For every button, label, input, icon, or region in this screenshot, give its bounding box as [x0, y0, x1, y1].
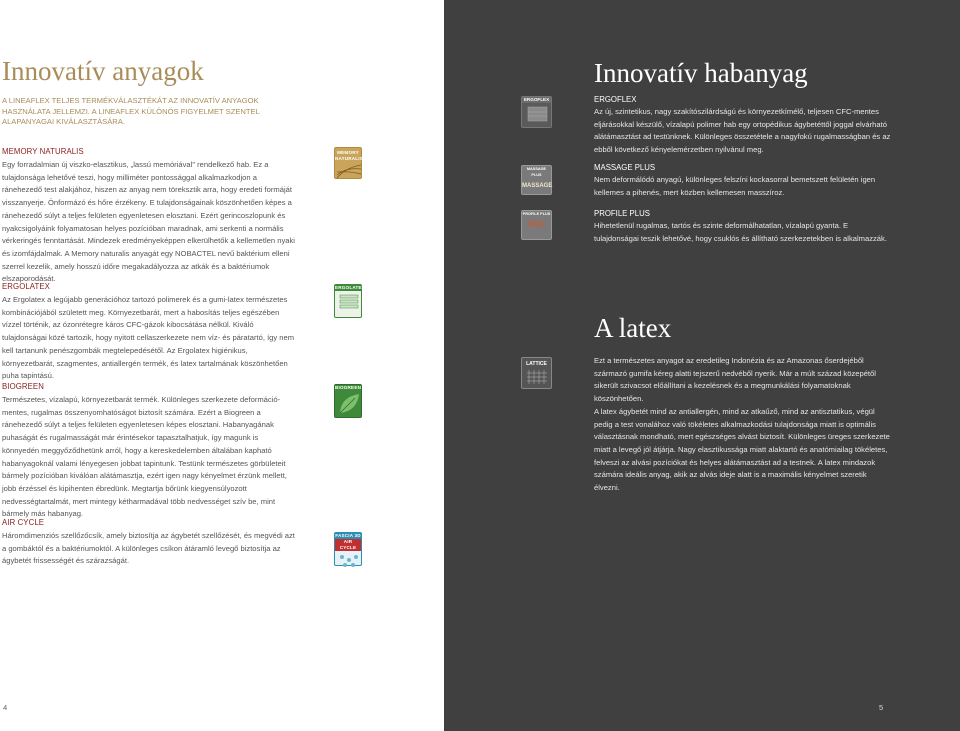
section-air-cycle — [2, 518, 296, 568]
section-heading: PROFILE PLUS — [594, 209, 650, 218]
section-text: Az új, szintetikus, nagy szakítószilárdságú és környezetkímélő, teljesen CFC-mentes eljárásokkal készülő, vízalapú polimer hab egy ortopédikus ágybetéttől joggal elvárható alátámasztást ad testünknek. Különleges összetétele a nagyfokú rugalmasságban és az ebből következő kényelemérzetben nyilvánul meg. — [594, 107, 891, 155]
badge-label: ERGOLATEX — [335, 285, 366, 290]
memory-naturalis-badge — [334, 147, 362, 179]
profile-plus-badge — [521, 210, 552, 240]
section-biogreen — [2, 382, 296, 521]
lattice-grid-icon — [522, 367, 553, 387]
right-page-title: Innovatív habanyag — [594, 58, 808, 88]
badge-label: FASCIA 3D — [335, 533, 361, 538]
badge-label: LATTICE — [526, 361, 547, 367]
section-profile-plus — [594, 209, 894, 245]
section-ergoflex — [594, 95, 894, 157]
section-text: Hihetetlenül rugalmas, tartós és szinte deformálhatatlan, vízalapú gyanta. E tulajdonságai teszik lehetővé, hogy csuklós és állítható szerkezetekben is alkalmazzák. — [594, 221, 887, 243]
latex-paragraph: Ezt a természetes anyagot az eredetileg Indonézia és az Amazonas őserdejéből származó gumifa kéreg alatti tejszerű nedvéből nyerik. Már a múlt század közepétől sikerült szivacsot előállítani a kezelésnek és a megmunkálási folyamatoknak köszönhetően. — [594, 356, 876, 404]
section-memory-naturalis — [2, 147, 296, 286]
section-heading: BIOGREEN — [2, 382, 44, 391]
section-heading: ERGOLATEX — [2, 282, 50, 291]
section-text: Természetes, vízalapú, környezetbarát termék. Különleges szerkezete deformáció-mentes, rugalmas összenyomhatóságot biztosít számára. Ezért a Biogreen a ránehezedő súlyt a teljes felületen egyenletesen képes elosztani. Habanyagának puhaságát és rugalmasságát már érintésekor tapasztalhatjuk, így magunk is könnyedén meggyőződhetünk arról, hogy a kereskedelemben általában kapható habanyagoknál valami lényegesen jobbat tapintunk. Testünk természetes görbületeit bármely pozícióban kiválóan alátámasztja, ezért igen nagy kényelmet érzünk mellett, jobb érzéssel és kipihenten ébredünk. Megtartja bőrünk kiegyensúlyozott nedvességtartalmát, mert mintegy kétharmadával több nedvességet szív be, mint bármely más habanyag. — [2, 395, 287, 519]
section-heading: AIR CYCLE — [2, 518, 45, 527]
massage-plus-badge — [521, 165, 552, 195]
left-page — [0, 0, 444, 731]
biogreen-badge — [334, 384, 362, 418]
lattice-badge — [521, 357, 552, 389]
fascia-air-cycle-badge — [334, 532, 362, 566]
badge-label: ERGOFLEX — [523, 97, 550, 102]
section-latex — [594, 355, 894, 495]
badge-label: PROFILE PLUS — [522, 212, 551, 216]
air-bubbles-icon — [335, 551, 363, 571]
ergolatex-badge — [334, 284, 366, 318]
section-heading: ERGOFLEX — [594, 95, 637, 104]
page-number: 4 — [3, 703, 8, 712]
left-page-intro: A LINEAFLEX TELJES TERMÉKVÁLASZTÉKÁT AZ INNOVATÍV ANYAGOK HASZNÁLATA JELLEMZI. A LINEAFLEX KÜLÖNÖS FIGYELMET SZENTEL ALAPANYAGAI KIVÁLASZTÁSÁRA. — [2, 96, 260, 126]
badge-label: AIR CYCLE — [335, 539, 361, 551]
section-text: Nem deformálódó anyagú, különleges felszíni kockasorral bemetszett felületén igen kellemes a pihenés, mert közben kellemesen masszíroz. — [594, 175, 876, 197]
badge-label: BIOGREEN — [335, 385, 362, 390]
section-massage-plus — [594, 163, 894, 199]
section-text: Egy forradalmian új viszko-elasztikus, „lassú memóriával" rendelkező hab. Ez a tulajdonsága lehetővé teszi, hogy milliméter pontossággal alkalmazkodjon a ránehezedő test alakjához, hiszen az anyag nem töreksztik arra, hogy eredeti formáját visszanyerje. Önformázó és hőre érzékeny. E tulajdonságainak köszönhetően képes a ránehezedő súlyt a teljes felületen egyenletesen elosztani. Ezért gerincoszlopunk és nyakcsigolyáink folyamatosan helyes pozícióban maradnak, ami serkenti a normális vérkeringés fenntartását. Mindezek eredményeképpen elkerülhetők a kellemetlen nyaki és izomfájdalmak. A Memory naturalis anyagát egy NOBACTEL nevű baktérium elleni szerrel kezelik, amely hosszú időre megakadályozza az atkák és a baktériumok elszaporodását. — [2, 160, 295, 284]
leaf-icon — [335, 391, 363, 417]
foam-layers-icon — [335, 291, 363, 317]
section-heading: MEMORY NATURALIS — [2, 147, 84, 156]
page-number: 5 — [879, 703, 884, 712]
ergoflex-badge — [521, 96, 552, 128]
latex-title: A latex — [594, 313, 672, 343]
badge-label: PRO — [527, 220, 546, 229]
section-text: Az Ergolatex a legújabb generációhoz tartozó polimerek és a gumi-latex természetes kombinációjából született meg. Környezetbarát, mert a habosítás teljes egészében vízzel történik, az ózonrétegre káros CFC-gázok kibocsátása nélkül. Kiváló tulajdonságai közé tartozik, hogy nyitott cellaszerkezete nem víz- és páratartó, így nem kell tartanunk penészgombák megtelepedésétől. Az Ergolatex higiénikus, környezetbarát, szagmentes, antiallergén termék, és latex tartalmának köszönhetően puha tapintású. — [2, 295, 295, 381]
left-page-title: Innovatív anyagok — [2, 56, 204, 86]
badge-label: MEMORY NATURALIS — [335, 150, 363, 161]
badge-label: MASSAGE PLUS — [526, 167, 547, 177]
section-text: Háromdimenziós szellőzőcsík, amely biztosítja az ágybetét szellőzését, és megvédi azt a gombáktól és a baktériumoktól. A különleges csíkon átáramló levegő biztosítja az ágybetét frissességét és szárazságát. — [2, 531, 295, 566]
latex-paragraph: A latex ágybetét mind az antiallergén, mind az atkaűző, mind az antisztatikus, végül pedig a test vonalához való tökéletes alkalmazkodási tulajdonsága miatt is optimális választásnak mondható, mert egészséges alvást biztosít. Különleges üreges szerkezete miatt a levegő jól átjárja. Nagy elasztikussága miatt alaktartó és anatómiailag tökéletes, felveszi az alvási pozíciókat és helyes alátámasztást ad a testnek. A latex mindazok számára ideális anyag, akik az alvás ideje alatt is a maximális kényelmet szeretik élvezni. — [594, 406, 890, 493]
badge-label: MASSAGE — [522, 183, 553, 189]
section-heading: MASSAGE PLUS — [594, 163, 656, 172]
wood-grain-icon — [335, 162, 363, 180]
section-ergolatex — [2, 282, 296, 383]
foam-block-icon — [522, 103, 553, 127]
